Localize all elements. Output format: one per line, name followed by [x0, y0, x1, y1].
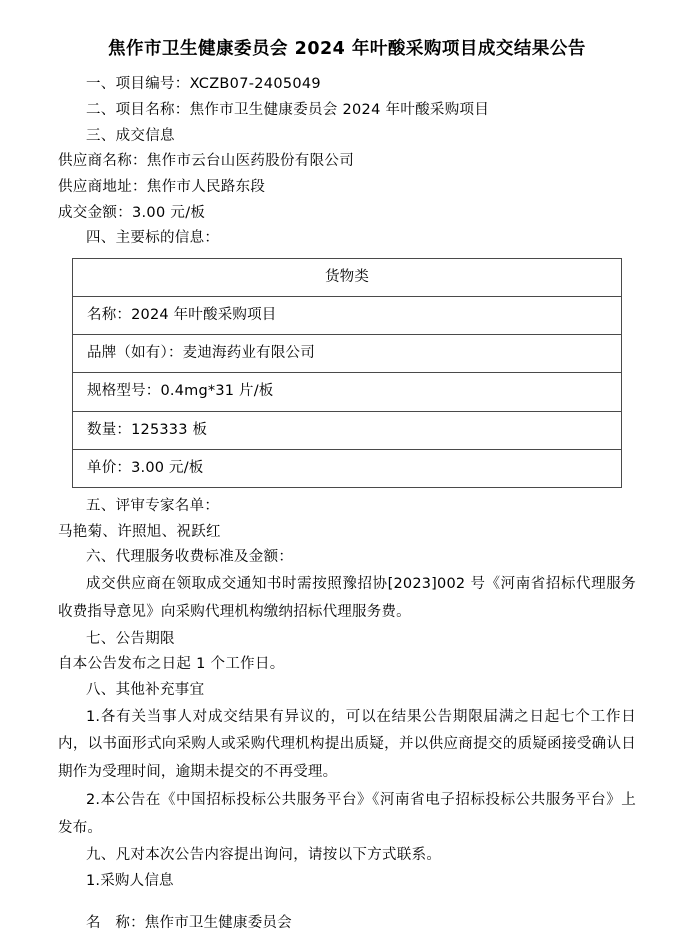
goods-table-wrapper [58, 258, 636, 488]
goods-name-cell: 名称：2024 年叶酸采购项目 [73, 297, 622, 335]
experts-list: 马艳菊、许照旭、祝跃红 [58, 523, 221, 540]
table-row [73, 297, 622, 335]
purchaser-info-label: 1.采购人信息 [86, 873, 174, 890]
purchaser-name-row: 名 称：焦作市卫生健康委员会 [86, 915, 292, 932]
section-award-info-heading: 三、成交信息 [86, 127, 175, 144]
table-row [73, 411, 622, 449]
section-agency-fee-heading: 六、代理服务收费标准及金额： [86, 549, 294, 566]
section-project-name: 二、项目名称：焦作市卫生健康委员会 2024 年叶酸采购项目 [86, 101, 490, 118]
supplementary-item-2: 2.本公告在《中国招标投标公共服务平台》《河南省电子招标投标公共服务平台》上发布。 [58, 792, 636, 836]
table-row [73, 335, 622, 373]
goods-spec-cell: 规格型号：0.4mg*31 片/板 [73, 373, 622, 411]
agency-fee-body: 成交供应商在领取成交通知书时需按照豫招协[2023]002 号《河南省招标代理服务收费指导意见》向采购代理机构缴纳招标代理服务费。 [58, 575, 636, 620]
supplier-address: 供应商地址：焦作市人民路东段 [58, 178, 266, 195]
goods-table [72, 258, 622, 488]
table-row [73, 449, 622, 487]
spacer [58, 896, 636, 910]
table-row [73, 258, 622, 296]
goods-table-header: 货物类 [73, 258, 622, 296]
page-title: 焦作市卫生健康委员会 2024 年叶酸采购项目成交结果公告 [108, 39, 586, 59]
section-notice-period-heading: 七、公告期限 [86, 630, 175, 647]
section-experts-heading: 五、评审专家名单： [86, 497, 220, 514]
section-main-subject-heading: 四、主要标的信息： [86, 230, 220, 247]
supplier-name: 供应商名称：焦作市云台山医药股份有限公司 [58, 153, 354, 170]
goods-unit-price-cell: 单价：3.00 元/板 [73, 449, 622, 487]
table-row [73, 373, 622, 411]
award-amount: 成交金额：3.00 元/板 [58, 204, 206, 221]
section-contact-heading: 九、凡对本次公告内容提出询问，请按以下方式联系。 [86, 846, 442, 863]
section-supplementary-heading: 八、其他补充事宜 [86, 681, 205, 698]
goods-quantity-cell: 数量：125333 板 [73, 411, 622, 449]
supplementary-item-1: 1.各有关当事人对成交结果有异议的，可以在结果公告期限届满之日起七个工作日内，以书面形式向采购人或采购代理机构提出质疑，并以供应商提交的质疑函接受确认日期作为受理时间，逾期未提交的不再受理。 [58, 708, 636, 781]
section-project-number: 一、项目编号：XCZB07-2405049 [86, 76, 321, 93]
notice-period-body: 自本公告发布之日起 1 个工作日。 [58, 656, 285, 673]
goods-brand-cell: 品牌（如有）：麦迪海药业有限公司 [73, 335, 622, 373]
